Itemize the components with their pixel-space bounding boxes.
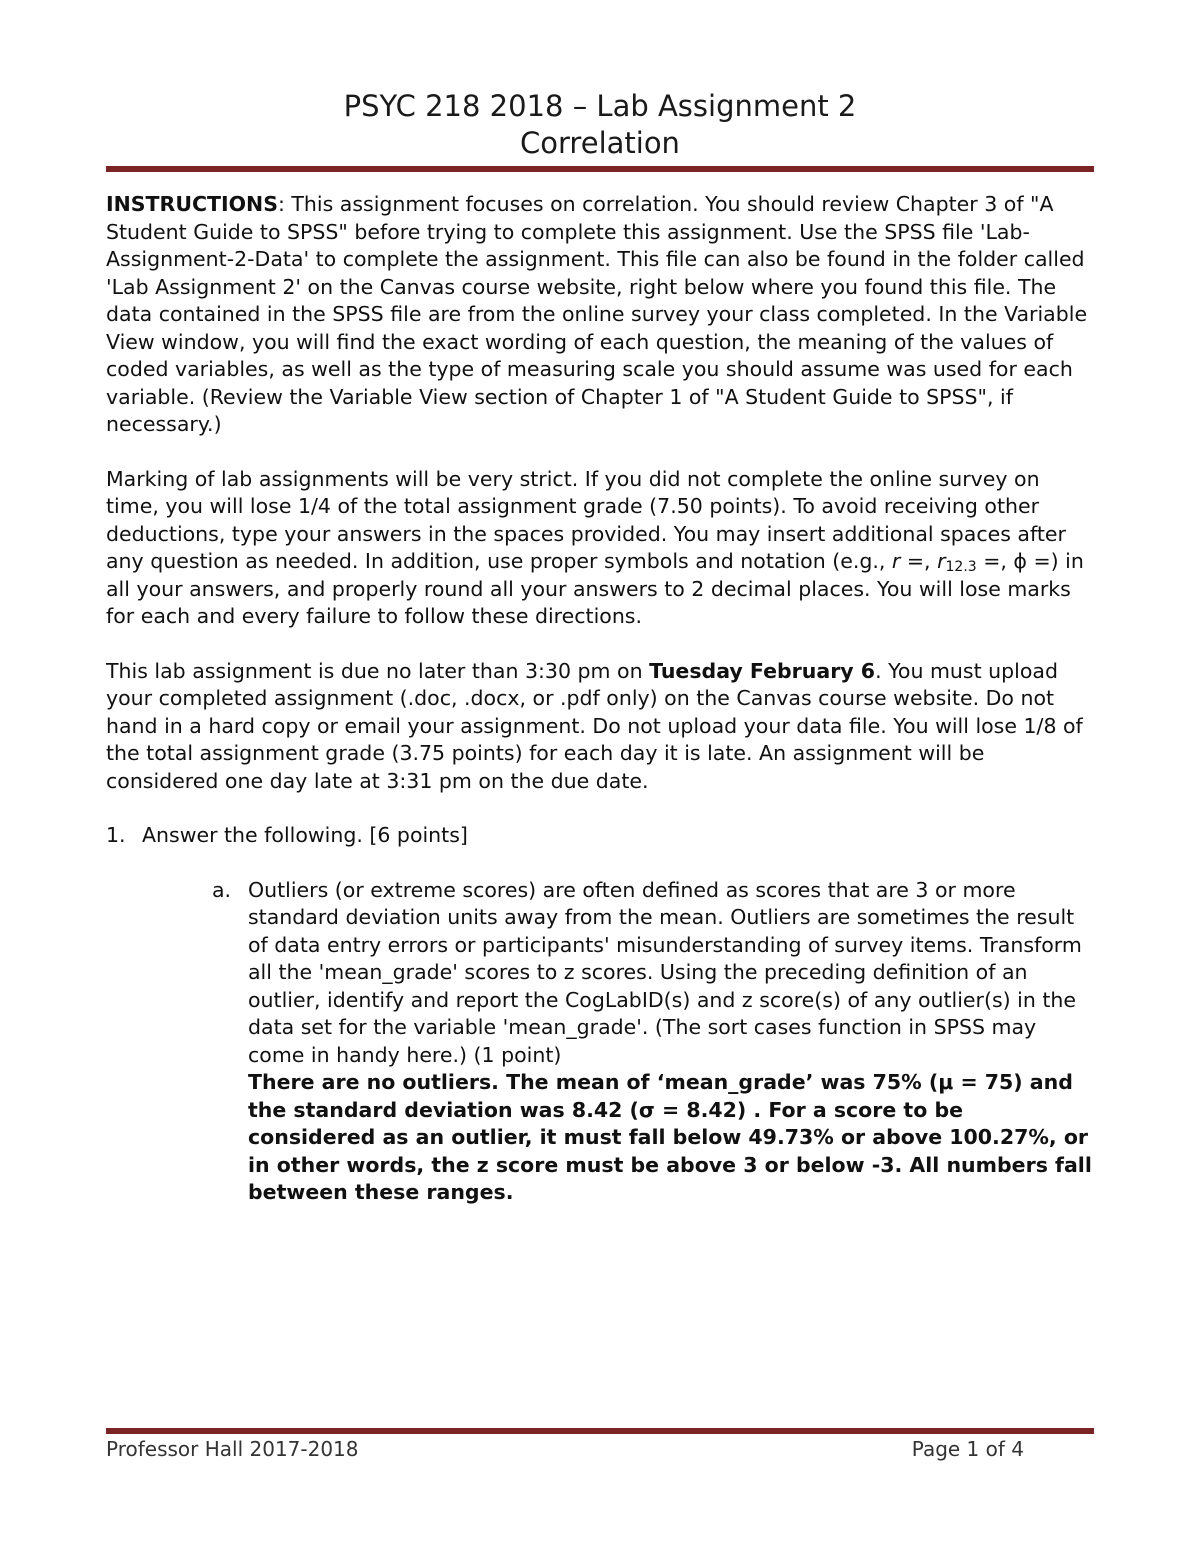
footer-page-number: Page 1 of 4 xyxy=(911,1437,1024,1461)
question-1a xyxy=(212,877,1096,1207)
footer-author: Professor Hall 2017-2018 xyxy=(106,1437,359,1461)
symbol-r-partial: r xyxy=(937,549,946,573)
marking-eq2: =, xyxy=(976,549,1014,573)
title-line-1: PSYC 218 2018 – Lab Assignment 2 xyxy=(343,89,857,123)
footer-rule xyxy=(106,1428,1094,1434)
due-text-before: This lab assignment is due no later than 3:30 pm on xyxy=(106,658,650,683)
question-1a-answer: There are no outliers. The mean of ‘mean_grade’ was 75% (μ = 75) and the standard deviation was 8.42 (σ = 8.42) . For a score to be considered as an outlier, it must fall below 49.73% or above 100.27%, or in other words, the z score must be above 3 or below -3. All numbers fall between these ranges. xyxy=(248,1070,1092,1204)
due-date: Tuesday February 6 xyxy=(649,658,876,683)
symbol-r-partial-subscript: 12.3 xyxy=(945,559,977,575)
title-line-2: Correlation xyxy=(520,126,680,160)
marking-text-after: =) in all your answers, and properly round all your answers to 2 decimal places. You will lose marks for each and every failure to follow these directions. xyxy=(106,549,1084,628)
instructions-paragraph xyxy=(106,191,1096,439)
marking-paragraph xyxy=(106,466,1096,631)
marking-text-before: Marking of lab assignments will be very strict. If you did not complete the online survey on time, you will lose 1/4 of the total assignment grade (7.50 points). To avoid receiving other deductions, type your answers in the spaces provided. You may insert additional spaces after any question as needed. In addition, use proper symbols and notation (e.g., xyxy=(106,466,1066,573)
question-1-text: Answer the following. [6 points] xyxy=(142,823,468,847)
question-1a-text: Outliers (or extreme scores) are often defined as scores that are 3 or more standard deviation units away from the mean. Outliers are sometimes the result of data entry errors or participants' misunderstanding of survey items. Transform all the 'mean_grade' scores to z scores. Using the preceding definition of an outlier, identify and report the CogLabID(s) and z score(s) of any outlier(s) in the data set for the variable 'mean_grade'. (The sort cases function in SPSS may come in handy here.) (1 point) xyxy=(248,877,1082,1067)
instructions-label: INSTRUCTIONS xyxy=(106,192,278,216)
page-title xyxy=(0,88,1200,162)
question-1 xyxy=(106,822,1096,850)
due-paragraph xyxy=(106,658,1096,796)
due-text-after: . You must upload your completed assignment (.doc, .docx, or .pdf only) on the Canvas course website. Do not hand in a hard copy or email your assignment. Do not upload your data file. You will lose 1/8 of the total assignment grade (3.75 points) for each day it is late. An assignment will be considered one day late at 3:31 pm on the due date. xyxy=(106,658,1083,793)
question-1a-letter: a. xyxy=(212,877,232,902)
symbol-r: r xyxy=(891,549,901,573)
symbol-phi: ϕ xyxy=(1013,549,1027,573)
marking-eq1: =, xyxy=(900,549,938,573)
question-1-number: 1. xyxy=(106,823,126,847)
header-rule xyxy=(106,166,1094,172)
instructions-text: : This assignment focuses on correlation. You should review Chapter 3 of "A Student Guide to SPSS" before trying to complete this assignment. Use the SPSS file 'Lab-Assignment-2-Data' to complete the assignment. This file can also be found in the folder called 'Lab Assignment 2' on the Canvas course website, right below where you found this file. The data contained in the SPSS file are from the online survey your class completed. In the Variable View window, you will find the exact wording of each question, the meaning of the values of coded variables, as well as the type of measuring scale you should assume was used for each variable. (Review the Variable View section of Chapter 1 of "A Student Guide to SPSS", if necessary.) xyxy=(106,192,1088,436)
document-body xyxy=(106,191,1096,1207)
